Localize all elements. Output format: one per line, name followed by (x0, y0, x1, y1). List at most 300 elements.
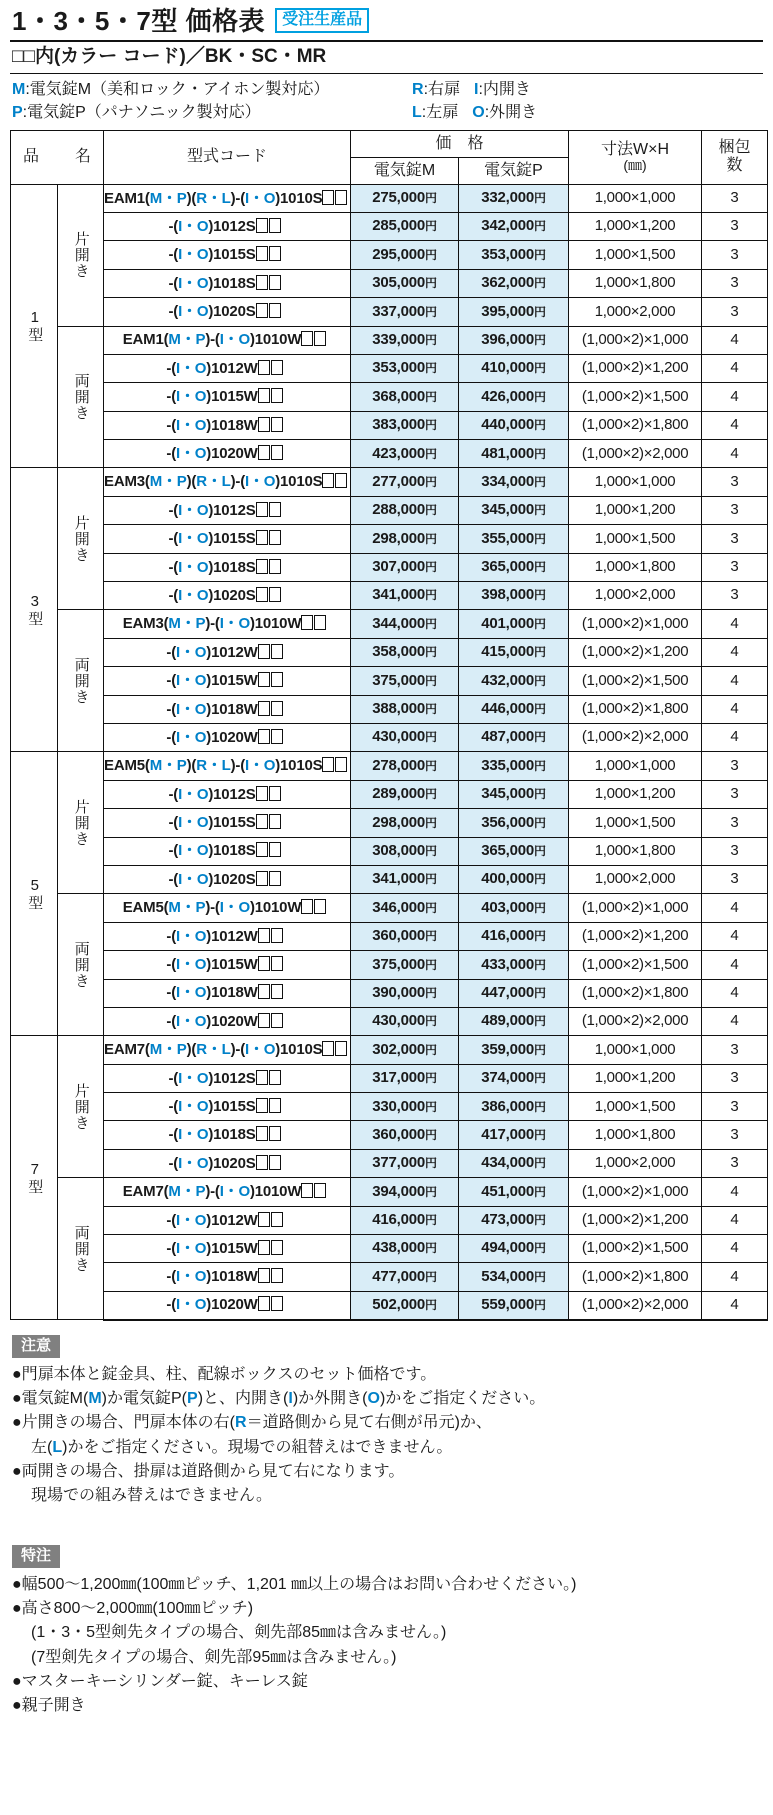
color-code-box (322, 757, 334, 772)
code-size: 1018W (211, 700, 258, 718)
price-m-cell: 305,000円 (351, 269, 459, 297)
price-p-cell: 353,000円 (459, 241, 569, 269)
model-code-cell (104, 468, 351, 496)
code-size: 1015S (213, 530, 256, 548)
legend-key-l: L (412, 104, 422, 122)
table-row (11, 496, 768, 524)
code-size: 1018W (211, 416, 258, 434)
price-p-cell: 342,000円 (459, 212, 569, 240)
model-code-cell (104, 1149, 351, 1177)
model-code-cell (104, 695, 351, 723)
price-m-cell: 278,000円 (351, 752, 459, 780)
code-size: 1018S (213, 842, 256, 860)
price-m-cell: 477,000円 (351, 1263, 459, 1291)
color-code-box (256, 218, 268, 233)
code-size: 1020W (211, 445, 258, 463)
table-row (11, 1178, 768, 1206)
note-text: )か外開き( (292, 1390, 368, 1407)
package-cell: 4 (702, 1178, 768, 1206)
model-code-cell (104, 383, 351, 411)
code-size: 1012W (211, 643, 258, 661)
price-m-cell: 360,000円 (351, 922, 459, 950)
price-m-cell: 317,000円 (351, 1064, 459, 1092)
color-code-box (269, 530, 281, 545)
bullet-icon: ● (12, 1697, 22, 1715)
price-table-head (11, 130, 768, 184)
color-code-box (269, 275, 281, 290)
color-code-box (258, 360, 270, 375)
package-cell: 4 (702, 894, 768, 922)
model-code-cell (104, 865, 351, 893)
model-code-cell (104, 212, 351, 240)
note-line (12, 1436, 761, 1460)
price-p-cell: 447,000円 (459, 979, 569, 1007)
note-text: (1・3・5型剣先タイプの場合、剣先部85㎜は含みません。) (31, 1624, 447, 1642)
model-code-cell (104, 184, 351, 212)
code-size: 1015W (211, 672, 258, 690)
table-row (11, 553, 768, 581)
legend-key-i: I (474, 81, 479, 99)
package-cell: 4 (702, 922, 768, 950)
code-open-option: (I・O) (240, 757, 281, 775)
code-prefix: EAM5 (104, 757, 145, 775)
code-size: 1010S (280, 1041, 323, 1059)
legend-text-p: :電気錠P（パナソニック製対応） (22, 104, 261, 122)
code-open-option: (I・O) (171, 359, 212, 377)
note-line (12, 1670, 761, 1694)
price-m-cell: 307,000円 (351, 553, 459, 581)
color-code-box (258, 672, 270, 687)
note-line (12, 1621, 761, 1645)
model-code-cell (104, 241, 351, 269)
dimension-cell: 1,000×1,500 (569, 809, 702, 837)
package-cell: 3 (702, 553, 768, 581)
code-open-option: (I・O) (171, 1239, 212, 1257)
legend-door-l (412, 101, 458, 124)
dimension-cell: 1,000×1,500 (569, 241, 702, 269)
col-header-price: 価 格 (351, 130, 569, 157)
code-size: 1018S (213, 274, 256, 292)
code-sep: - (210, 615, 215, 633)
code-size: 1015S (213, 1098, 256, 1115)
color-code-box (271, 360, 283, 375)
note-line (12, 1387, 761, 1411)
code-sep: - (235, 473, 241, 491)
code-sep: - (168, 870, 174, 888)
code-size: 1018S (213, 558, 256, 576)
package-label-2: 数 (726, 157, 743, 175)
note-text: ＝道路側から見て右側が吊元)か、 (246, 1414, 492, 1432)
bullet-icon: ● (12, 1599, 22, 1617)
color-code-box (301, 615, 313, 630)
dimension-cell: (1,000×2)×1,200 (569, 638, 702, 666)
code-size: 1012W (211, 359, 258, 377)
col-header-model-code: 型式コード (104, 130, 351, 184)
table-row (11, 667, 768, 695)
code-option: (M・P) (144, 757, 192, 775)
code-open-option: (I・O) (171, 416, 212, 434)
package-cell: 4 (702, 667, 768, 695)
package-cell: 4 (702, 1007, 768, 1035)
package-cell: 3 (702, 1093, 768, 1121)
note-key: I (288, 1390, 293, 1407)
price-m-cell: 360,000円 (351, 1121, 459, 1149)
table-row (11, 865, 768, 893)
code-sep: - (210, 899, 215, 917)
price-p-cell: 415,000円 (459, 638, 569, 666)
code-sep: - (166, 1239, 172, 1257)
note-text: 電気錠M( (21, 1390, 89, 1407)
package-cell: 3 (702, 241, 768, 269)
color-code-box (256, 303, 268, 318)
price-m-cell: 375,000円 (351, 667, 459, 695)
package-cell: 4 (702, 1263, 768, 1291)
price-p-cell: 374,000円 (459, 1064, 569, 1092)
color-code-box (256, 814, 268, 829)
code-sep: - (168, 1069, 174, 1087)
price-m-cell: 308,000円 (351, 837, 459, 865)
code-open-option: (I・O) (171, 445, 212, 463)
model-code-cell (104, 638, 351, 666)
price-m-cell: 377,000円 (351, 1149, 459, 1177)
price-m-cell: 438,000円 (351, 1235, 459, 1263)
color-code-box (322, 190, 334, 205)
price-m-cell: 288,000円 (351, 496, 459, 524)
price-m-cell: 295,000円 (351, 241, 459, 269)
note-line (12, 1597, 761, 1621)
model-code-cell (104, 525, 351, 553)
table-row (11, 1263, 768, 1291)
package-cell: 3 (702, 269, 768, 297)
bullet-icon: ● (12, 1390, 22, 1407)
code-sep: - (168, 217, 174, 235)
color-code-box (271, 644, 283, 659)
package-cell: 4 (702, 1291, 768, 1319)
price-m-cell: 430,000円 (351, 1007, 459, 1035)
opening-type-label: 片開き (58, 468, 104, 610)
table-row (11, 411, 768, 439)
package-cell: 3 (702, 1036, 768, 1064)
package-cell: 4 (702, 979, 768, 1007)
color-code-box (269, 1098, 281, 1113)
price-m-cell: 285,000円 (351, 212, 459, 240)
dimension-cell: 1,000×1,800 (569, 553, 702, 581)
price-p-cell: 345,000円 (459, 496, 569, 524)
color-code-box (258, 1013, 270, 1028)
color-code-box (335, 757, 347, 772)
code-open-option: (I・O) (171, 927, 212, 945)
legend-text-r: :右扉 (423, 81, 461, 99)
legend-door-i (474, 78, 531, 101)
color-code-box (269, 559, 281, 574)
price-m-cell: 339,000円 (351, 326, 459, 354)
header-row-1 (11, 130, 768, 157)
color-code-box (256, 559, 268, 574)
color-code-box (258, 701, 270, 716)
code-sep: - (168, 530, 174, 548)
note-text: )かをご指定ください。現場での組替えはできません。 (62, 1438, 453, 1456)
color-code-box (256, 1155, 268, 1170)
table-row (11, 723, 768, 751)
note-line (12, 1363, 761, 1387)
dimension-cell: 1,000×2,000 (569, 865, 702, 893)
table-row (11, 780, 768, 808)
table-row (11, 525, 768, 553)
table-row (11, 212, 768, 240)
package-cell: 4 (702, 723, 768, 751)
group-type-label: 3型 (11, 468, 58, 752)
price-p-cell: 434,000円 (459, 1149, 569, 1177)
color-code-box (269, 502, 281, 517)
col-header-price-p: 電気錠P (459, 157, 569, 184)
package-cell: 4 (702, 411, 768, 439)
page-header (8, 6, 765, 39)
legend-text-o: :外開き (484, 104, 538, 122)
price-m-cell: 341,000円 (351, 865, 459, 893)
price-p-cell: 345,000円 (459, 780, 569, 808)
color-code-box (271, 672, 283, 687)
legend-door-o (472, 101, 537, 124)
color-code-box (256, 587, 268, 602)
legend-lock-m (12, 78, 412, 101)
code-size: 1015W (211, 1239, 258, 1257)
color-code-box (258, 388, 270, 403)
package-cell: 3 (702, 298, 768, 326)
table-row (11, 582, 768, 610)
color-code-box (256, 1098, 268, 1113)
price-m-cell: 383,000円 (351, 411, 459, 439)
code-size: 1020S (213, 303, 256, 321)
table-row (11, 1007, 768, 1035)
table-row (11, 1064, 768, 1092)
price-p-cell: 355,000円 (459, 525, 569, 553)
special-order-section (12, 1545, 761, 1719)
legend-key-m: M (12, 81, 26, 99)
dimension-cell: (1,000×2)×1,500 (569, 951, 702, 979)
code-open-option: (I・O) (173, 586, 214, 604)
opening-type-label: 片開き (58, 184, 104, 326)
dimension-cell: 1,000×1,200 (569, 1064, 702, 1092)
code-size: 1018S (213, 1126, 256, 1144)
code-size: 1015W (211, 388, 258, 406)
table-row (11, 354, 768, 382)
legend-text-m: :電気錠M（美和ロック・アイホン製対応） (25, 81, 330, 99)
package-cell: 3 (702, 837, 768, 865)
code-sep: - (235, 757, 241, 775)
price-m-cell: 390,000円 (351, 979, 459, 1007)
table-row (11, 298, 768, 326)
dimension-cell: (1,000×2)×1,000 (569, 1178, 702, 1206)
code-size: 1012S (213, 1069, 256, 1087)
code-open-option: (I・O) (171, 700, 212, 718)
code-size: 1020W (211, 1296, 258, 1314)
model-code-cell (104, 496, 351, 524)
code-open-option: (I・O) (173, 842, 214, 860)
page-title: 1・3・5・7型 価格表 (12, 6, 266, 37)
code-sep: - (166, 445, 172, 463)
package-cell: 3 (702, 1121, 768, 1149)
legend (8, 74, 765, 129)
price-m-cell: 375,000円 (351, 951, 459, 979)
section-spacer (8, 1509, 765, 1531)
legend-door-directions (412, 78, 537, 124)
legend-key-r: R (412, 81, 424, 99)
caution-lines (12, 1363, 761, 1509)
color-code-box (256, 246, 268, 261)
bullet-icon: ● (12, 1575, 22, 1593)
legend-row-left-outward (412, 101, 537, 124)
color-code-box (269, 1155, 281, 1170)
code-sep: - (166, 416, 172, 434)
price-table-body (11, 184, 768, 1320)
code-size: 1010S (280, 757, 323, 775)
opening-type-label: 両開き (58, 610, 104, 752)
package-cell: 3 (702, 184, 768, 212)
color-code-box (256, 1126, 268, 1141)
color-code-box (258, 1240, 270, 1255)
note-text: 現場での組み替えはできません。 (31, 1487, 272, 1505)
model-code-cell (104, 951, 351, 979)
code-sep: - (166, 956, 172, 974)
table-row (11, 1093, 768, 1121)
color-code-box (256, 842, 268, 857)
code-open-option: (I・O) (171, 728, 212, 746)
package-cell: 3 (702, 780, 768, 808)
code-prefix: EAM1 (104, 189, 145, 207)
package-cell: 3 (702, 582, 768, 610)
code-option: (M・P) (163, 1183, 211, 1201)
table-row (11, 610, 768, 638)
code-open-option: (I・O) (173, 246, 214, 264)
color-code-box (335, 473, 347, 488)
package-cell: 3 (702, 468, 768, 496)
code-option: (M・P) (163, 615, 211, 633)
model-code-cell (104, 354, 351, 382)
dimension-cell: 1,000×1,200 (569, 780, 702, 808)
price-m-cell: 289,000円 (351, 780, 459, 808)
dimension-cell: 1,000×1,200 (569, 212, 702, 240)
price-m-cell: 394,000円 (351, 1178, 459, 1206)
price-p-cell: 487,000円 (459, 723, 569, 751)
model-code-cell (104, 411, 351, 439)
package-cell: 4 (702, 1235, 768, 1263)
code-sep: - (235, 1041, 241, 1059)
color-code-box (271, 1268, 283, 1283)
model-code-cell (104, 1178, 351, 1206)
dimension-cell: (1,000×2)×1,000 (569, 894, 702, 922)
note-key: L (52, 1438, 63, 1456)
dimension-cell: 1,000×1,800 (569, 269, 702, 297)
code-size: 1010W (254, 1183, 302, 1201)
code-open-option: (I・O) (171, 643, 212, 661)
col-header-dimension (569, 130, 702, 184)
price-p-cell: 400,000円 (459, 865, 569, 893)
code-option: (R・L) (191, 1041, 236, 1059)
color-code-box (271, 1212, 283, 1227)
price-p-cell: 473,000円 (459, 1206, 569, 1234)
model-code-cell (104, 269, 351, 297)
legend-text-i: :内開き (478, 81, 531, 99)
code-option: (M・P) (144, 473, 192, 491)
code-size: 1012W (211, 1211, 258, 1229)
code-sep: - (166, 700, 172, 718)
price-m-cell: 341,000円 (351, 582, 459, 610)
dimension-cell: 1,000×1,500 (569, 1093, 702, 1121)
price-p-cell: 359,000円 (459, 1036, 569, 1064)
color-code-box (256, 502, 268, 517)
code-size: 1010W (254, 899, 302, 917)
code-prefix: EAM3 (122, 615, 164, 633)
model-code-cell (104, 809, 351, 837)
table-row (11, 1291, 768, 1319)
price-p-cell: 426,000円 (459, 383, 569, 411)
code-open-option: (I・O) (214, 899, 255, 917)
code-sep: - (168, 501, 174, 519)
model-code-cell (104, 837, 351, 865)
code-sep: - (168, 842, 174, 860)
dimension-cell: (1,000×2)×1,000 (569, 610, 702, 638)
package-cell: 4 (702, 1206, 768, 1234)
code-option: (M・P) (144, 189, 192, 207)
code-sep: - (166, 1268, 172, 1286)
price-m-cell: 298,000円 (351, 809, 459, 837)
code-size: 1018W (211, 1268, 258, 1286)
package-cell: 4 (702, 638, 768, 666)
group-type-label: 7型 (11, 1036, 58, 1320)
code-open-option: (I・O) (171, 1296, 212, 1314)
package-label-1: 梱包 (718, 139, 751, 157)
color-code-box (335, 1041, 347, 1056)
code-open-option: (I・O) (173, 530, 214, 548)
dimension-cell: (1,000×2)×1,800 (569, 695, 702, 723)
color-code-box (258, 1212, 270, 1227)
code-prefix: EAM3 (104, 473, 145, 491)
code-open-option: (I・O) (173, 1069, 214, 1087)
price-p-cell: 451,000円 (459, 1178, 569, 1206)
color-code-box (256, 275, 268, 290)
table-row (11, 440, 768, 468)
package-cell: 3 (702, 752, 768, 780)
dimension-cell: 1,000×1,500 (569, 525, 702, 553)
legend-text-l: :左扉 (421, 104, 459, 122)
note-text: マスターキーシリンダー錠、キーレス錠 (21, 1672, 308, 1690)
model-code-cell (104, 1036, 351, 1064)
package-cell: 3 (702, 1064, 768, 1092)
price-m-cell: 298,000円 (351, 525, 459, 553)
price-p-cell: 440,000円 (459, 411, 569, 439)
note-text: 門扉本体と錠金具、柱、配線ボックスのセット価格です。 (21, 1365, 437, 1383)
color-code-box (271, 956, 283, 971)
note-key: O (367, 1390, 380, 1407)
table-row (11, 468, 768, 496)
note-text: 幅500～1,200㎜(100㎜ピッチ、1,201 ㎜以上の場合はお問い合わせください。) (21, 1575, 577, 1593)
color-code-box (258, 1268, 270, 1283)
code-sep: - (166, 927, 172, 945)
dimension-cell: (1,000×2)×2,000 (569, 723, 702, 751)
code-size: 1020S (213, 1154, 256, 1172)
model-code-cell (104, 894, 351, 922)
code-option: (R・L) (191, 757, 236, 775)
code-sep: - (166, 1211, 172, 1229)
color-code-box (271, 1013, 283, 1028)
price-p-cell: 396,000円 (459, 326, 569, 354)
model-code-cell (104, 326, 351, 354)
table-row (11, 951, 768, 979)
note-line (12, 1573, 761, 1597)
color-code-box (269, 814, 281, 829)
code-sep: - (166, 672, 172, 690)
dimension-cell: (1,000×2)×1,200 (569, 354, 702, 382)
